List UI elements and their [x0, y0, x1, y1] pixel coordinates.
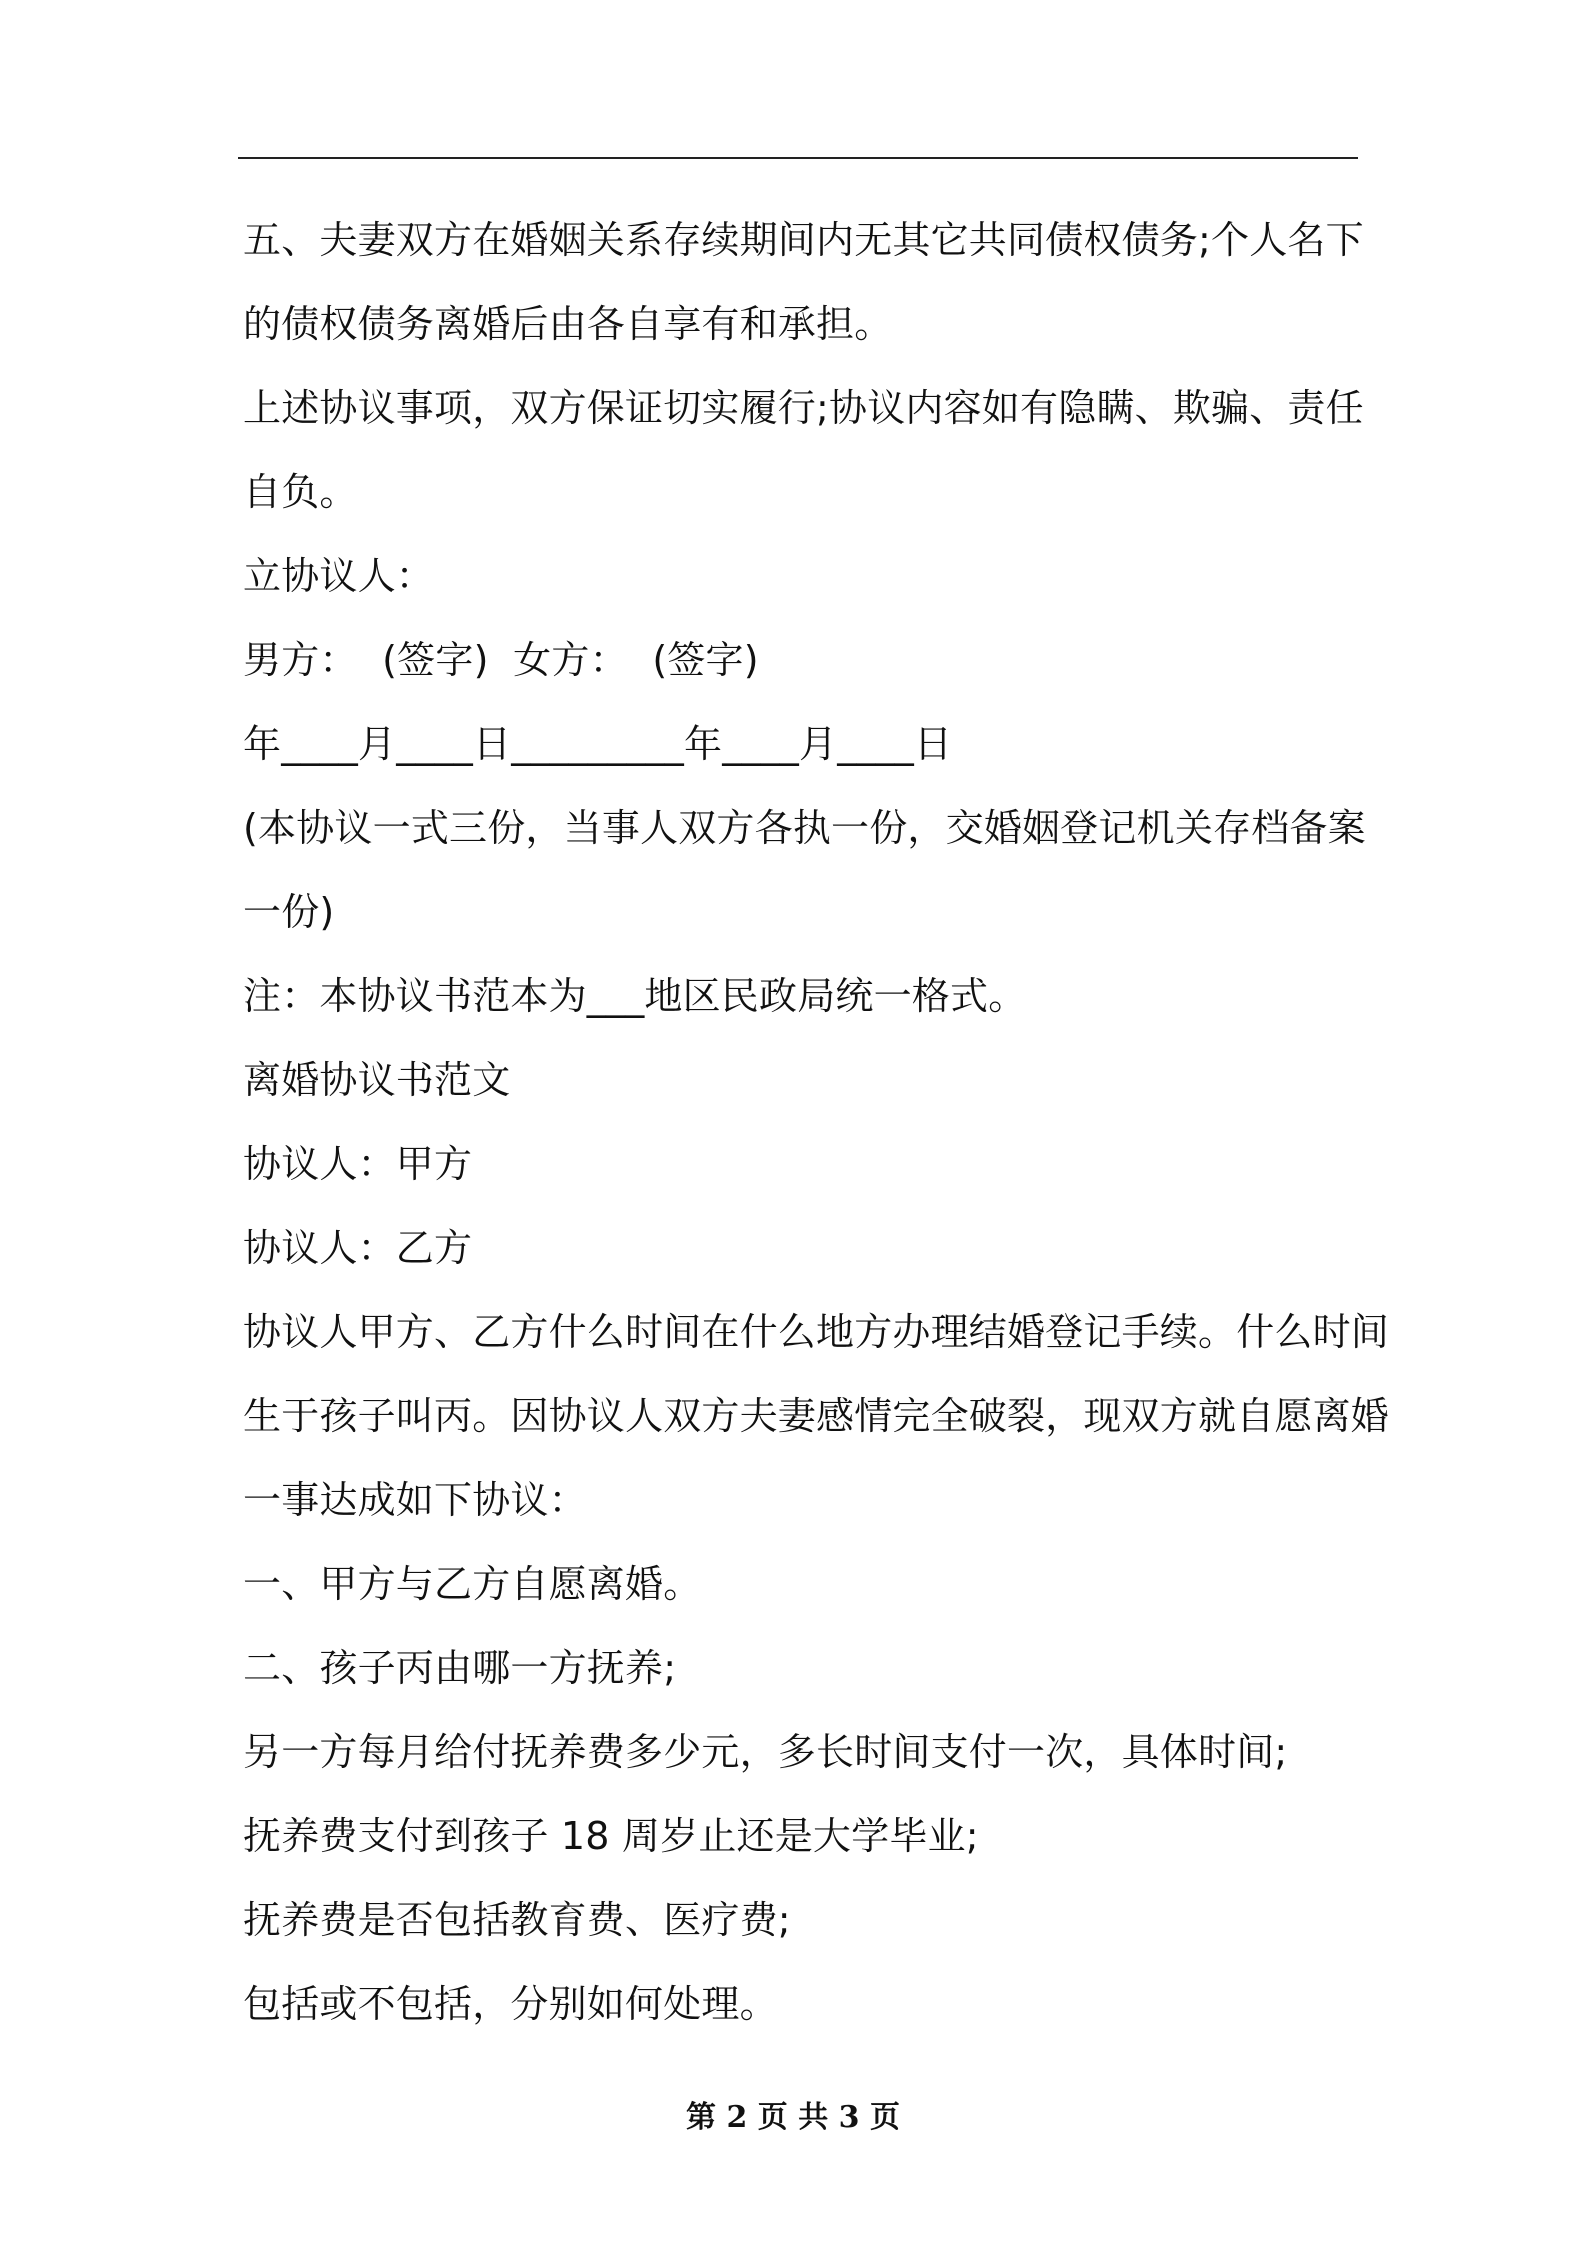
paragraph-line: 一事达成如下协议：	[243, 1478, 587, 1522]
clause-line: 抚养费支付到孩子 18 周岁止还是大学毕业;	[243, 1814, 979, 1858]
clause-line: 另一方每月给付抚养费多少元，多长时间支付一次，具体时间;	[243, 1730, 1288, 1774]
paragraph-line: 协议人甲方、乙方什么时间在什么地方办理结婚登记手续。什么时间	[243, 1310, 1390, 1354]
header-divider	[238, 157, 1358, 159]
paragraph-line: 生于孩子叫丙。因协议人双方夫妻感情完全破裂，现双方就自愿离婚	[243, 1394, 1390, 1438]
clause-line: 一、甲方与乙方自愿离婚。	[243, 1562, 702, 1606]
note-line: 注：本协议书范本为___地区民政局统一格式。	[243, 974, 1027, 1018]
section-title: 离婚协议书范文	[243, 1058, 511, 1102]
date-line: 年____月____日_________年____月____日	[243, 722, 953, 766]
party-b-line: 协议人：乙方	[243, 1226, 473, 1270]
document-body	[243, 198, 1390, 2046]
paragraph-line: 的债权债务离婚后由各自享有和承担。	[243, 302, 893, 346]
paragraph-line: 五、夫妻双方在婚姻关系存续期间内无其它共同债权债务;个人名下	[243, 218, 1364, 262]
paragraph-line: (本协议一式三份，当事人双方各执一份，交婚姻登记机关存档备案	[243, 806, 1366, 850]
paragraph-line: 上述协议事项，双方保证切实履行;协议内容如有隐瞒、欺骗、责任	[243, 386, 1364, 430]
party-a-line: 协议人：甲方	[243, 1142, 473, 1186]
clause-line: 抚养费是否包括教育费、医疗费;	[243, 1898, 791, 1942]
clause-line: 二、孩子丙由哪一方抚养;	[243, 1646, 677, 1690]
signature-line: 男方： (签字) 女方： (签字)	[243, 638, 759, 682]
paragraph-line: 一份)	[243, 890, 335, 934]
signatory-heading: 立协议人：	[243, 554, 435, 598]
paragraph-line: 自负。	[243, 470, 358, 514]
clause-line: 包括或不包括，分别如何处理。	[243, 1982, 778, 2026]
page-number: 第 2 页 共 3 页	[686, 2100, 900, 2135]
